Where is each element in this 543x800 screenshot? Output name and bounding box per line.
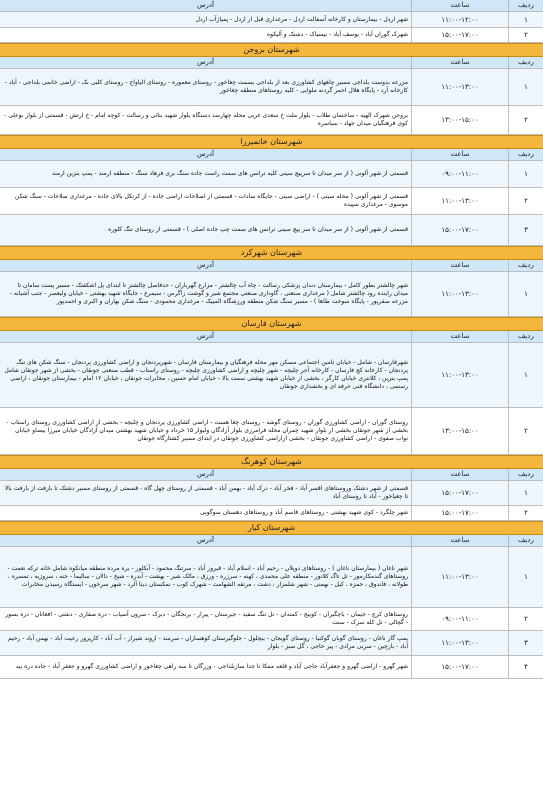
outage-time: ۰۹:۰۰-۱۱:۰۰ (411, 161, 508, 187)
outage-address: شهر چلگرد - کوی شهید بهشتی - روستاهای قاسم آباد و روستاهای دهستان سوگویی (200, 509, 408, 516)
outage-address: پمپ گاز ناغان - روستای گوبان گوکنیا - روستای گویجان - بیچلول - جلوگیرستان کوهسازان - سرمند - اروند شیراز - آب آباد - کارپرور رعیت آباد - بهمن آباد - رحیم آباد - بارچین - سرنی مرادی - پیر حاجی ، گل سبز - بلوار (7, 635, 408, 650)
row-number: ۱ (508, 272, 543, 316)
header-address: آدرس (197, 536, 214, 544)
outage-address: قسمتی از شهر دشتک وروستاهای اقسر آباد - فخر آباد - درک آباد - بهمن آباد - قسمتی از روستای چهل گاه - قسمتی از روستای مسیر دشتک تا بارفت از بارفت بالا تا چغیاخور - آباد تا روستای آباد (4, 485, 408, 500)
header-address: آدرس (197, 470, 214, 478)
outage-time: ۱۱:۰۰-۱۳:۰۰ (411, 547, 508, 607)
header-time: ساعت (411, 0, 508, 11)
table-row (0, 631, 543, 656)
outage-time: ۱۱:۰۰-۱۳:۰۰ (411, 631, 508, 655)
header-address: آدرس (197, 261, 214, 269)
table-row (0, 408, 543, 455)
header-row-number: ردیف (508, 535, 543, 546)
outage-address-cell (0, 656, 411, 678)
outage-address: شهر اردل - بیمارستان و کارخانه آسفالت اردل - مرغداری قبل از اردل - پمپاژآب اردل (195, 15, 408, 23)
row-number: ۱ (508, 481, 543, 505)
table-row (0, 656, 543, 679)
row-number: ۱ (508, 12, 543, 27)
table-header (0, 331, 543, 343)
row-number: ۱ (508, 69, 543, 105)
outage-address-cell (0, 506, 411, 520)
outage-time: ۱۵:۰۰-۱۷:۰۰ (411, 215, 508, 245)
header-time: ساعت (411, 57, 508, 68)
header-time: ساعت (411, 260, 508, 271)
row-number: ۲ (508, 188, 543, 214)
table-row (0, 28, 543, 43)
outage-time: ۱۱:۰۰-۱۳:۰۰ (411, 272, 508, 316)
table-header (0, 469, 543, 481)
outage-address-cell (0, 215, 411, 245)
outage-address-cell (0, 106, 411, 134)
outage-address: قسمتی از شهر آلونی ( از سر میدان تا سرپیچ سینی کلیه ترانس های سمت راست جاده سنگ بری فرهاد سنگ - منطقه ارمند - پمپ بنزین ارمند (51, 170, 408, 177)
county-section (0, 521, 543, 679)
row-number: ۲ (508, 408, 543, 454)
header-time: ساعت (411, 331, 508, 342)
outage-address-cell (0, 481, 411, 505)
row-number: ۲ (508, 506, 543, 520)
county-title: شهرستان فارسان (0, 317, 543, 331)
table-row (0, 188, 543, 215)
county-section (0, 455, 543, 521)
outage-time: ۱۱:۰۰-۱۲:۰۰ (411, 12, 508, 27)
header-row-number: ردیف (508, 331, 543, 342)
row-number: ۱ (508, 547, 543, 607)
county-section (0, 43, 543, 135)
outage-address-cell (0, 547, 411, 607)
table-header (0, 260, 543, 272)
header-row-number: ردیف (508, 0, 543, 11)
county-section (0, 317, 543, 455)
table-row (0, 215, 543, 246)
outage-address: روستاهای کرچ - جیمان - باچگیران - کوبیج - کمندان - تل تنگ سفید - جیرستان - پیرار - برنجگان - دیرک - سرون آسیاب - دره صفاری - دشتی - افغانان - دره بسور - گچالی - تل کله سرک - سنت (5, 611, 408, 626)
row-number: ۳ (508, 215, 543, 245)
outage-time: ۱۱:۰۰-۱۳:۰۰ (411, 188, 508, 214)
header-address: آدرس (197, 150, 214, 158)
header-row-number: ردیف (508, 57, 543, 68)
row-number: ۱ (508, 161, 543, 187)
outage-time: ۱۵:۰۰-۱۷:۰۰ (411, 481, 508, 505)
county-section (0, 135, 543, 246)
outage-address-cell (0, 69, 411, 105)
row-number: ۱ (508, 343, 543, 407)
outage-address: شهر گهرو - اراضی گهرو و جعفرآباد حاجی آباد و قلعه ممکا تا جدا سازبلداجی - وزرگان تا سه راهی چغاخور و اراضی کشاورزی گهرو و جعفر آباد - جاده دره بید (15, 663, 408, 670)
outage-address: بروجن شهرک الهیه - ساختمان طلاب - بلوار ملت خ سعدی غربی محله چهارسد دستگاه بلوار شهید بنائی و رسالت - کوچه امام - خ ارتش - قسمتی از بلوار بوعلی - کوی فرهنگیان میدان جهاد - سیاسره (4, 112, 408, 127)
outage-address-cell (0, 12, 411, 27)
header-address: آدرس (197, 58, 214, 66)
outage-address: شهر چالشتر بطور کامل - بیمارستان دندان پزشکی رسالت - چاه آب چالشتر - مزارع گهرباران - حدفاصل چالشتر تا ابتدای پل اشکفتک - مسیر پست سامان تا میدان راینده رود چالشتر شامل ( مرغداری صنعتی ، گاوداری صنعتی مجتمع شیر و گوشت زاگرس - سیمرغ - جایگاه شهید بهشتی - خیابان ولیعصر - جنب آشیانه - مزرعه صفرپور - پایگاه سوخت طاها ) - مسیر سنگ شکن منطقه ورزشگاه المپیک - مرغداری محمودی - سنگ شکن بهاران و اکبری و احمدپور (9, 282, 408, 305)
county-section (0, 0, 543, 43)
table-header (0, 149, 543, 161)
outage-time: ۱۵:۰۰-۱۷:۰۰ (411, 506, 508, 520)
outage-time: ۱۱:۰۰-۱۳:۰۰ (411, 343, 508, 407)
row-number: ۴ (508, 656, 543, 678)
table-row (0, 69, 543, 106)
table-row (0, 272, 543, 317)
outage-address-cell (0, 28, 411, 42)
outage-address-cell (0, 272, 411, 316)
row-number: ۳ (508, 631, 543, 655)
county-title: شهرستان کیار (0, 521, 543, 535)
outage-address-cell (0, 608, 411, 630)
header-time: ساعت (411, 149, 508, 160)
county-title: شهرستان خانمیرزا (0, 135, 543, 149)
county-section (0, 246, 543, 317)
outage-address: قسمتی از شهر آلونی ( محله سینی ) - اراضی سینی - جایگاه سادات - قسمتی از اصلاحات اراضی جاده - از کرتکل بالای جاده - مرغداری صلاحات - سنگ شکن موسوی - مرغداری سپیده (14, 193, 408, 208)
county-title: شهرستان کوهرنگ (0, 455, 543, 469)
header-address: آدرس (197, 332, 214, 340)
outage-address: مزرعه بدوست بلداجی مسیر چاههای کشاورزی بعد از بلداجی بسمت چغاخور - روستای معموره - روستای الیاواج - روستای کلبی بک - اراضی خانمی بلداجی - آباد - کارخانه آرد - پایگاه هلال احمر گردنه ملوایی - کلیه روستاهای منطقه چغاخور (4, 79, 408, 94)
outage-time: ۱۳:۰۰-۱۵:۰۰ (411, 408, 508, 454)
county-title: شهرستان بروجن (0, 43, 543, 57)
table-row (0, 106, 543, 135)
outage-address: شهرک گوران آباد - یوسف آباد - نیسیاک - دشتک و آلیکوه (266, 31, 408, 38)
row-number: ۲ (508, 608, 543, 630)
header-time: ساعت (411, 535, 508, 546)
outage-address-cell (0, 631, 411, 655)
header-time: ساعت (411, 469, 508, 480)
table-row (0, 481, 543, 506)
outage-time: ۱۵:۰۰-۱۷:۰۰ (411, 28, 508, 42)
row-number: ۲ (508, 106, 543, 134)
outage-time: ۱۱:۰۰-۱۳:۰۰ (411, 69, 508, 105)
table-row (0, 161, 543, 188)
table-header (0, 0, 543, 12)
header-row-number: ردیف (508, 260, 543, 271)
header-row-number: ردیف (508, 469, 543, 480)
header-row-number: ردیف (508, 149, 543, 160)
outage-address-cell (0, 161, 411, 187)
outage-time: ۱۵:۰۰-۱۷:۰۰ (411, 656, 508, 678)
row-number: ۲ (508, 28, 543, 42)
outage-address-cell (0, 343, 411, 407)
outage-address: شهرفارسان - شامل - خیابان تامین اجتماعی مسکن مهر محله فرهنگیان و بیمارستان فارسان - شهرپردنجان و اراضی کشاورزی پردنجان - سنگ شکن های تنگ پردنجان - کارخانه کچ فارسان - کارخانه آجر چلیچه - شهر چلیچه و اراضی کشاورزی چلیچه - روستای راستاب - قطب صنعتی جونقان - بخشی از شهر جونقان شامل پمپ بنزین ، کلانتری خیابان کارگر ، بخشی از خیابان شهید بهشتی سمت بالا - خیابان امام حسین ، مخابرات جونقان ، خیابان ۱۲ امام - بیمارستان جونقان ، اراضی رستمی ، دانشگاه فنی حرفه ای و بخشداری جونقان (4, 359, 408, 390)
table-row (0, 12, 543, 28)
table-row (0, 343, 543, 408)
table-header (0, 57, 543, 69)
county-title: شهرستان شهرکرد (0, 246, 543, 260)
header-address: آدرس (197, 1, 214, 9)
table-row (0, 608, 543, 631)
outage-address-cell (0, 408, 411, 454)
table-header (0, 535, 543, 547)
outage-time: ۰۹:۰۰-۱۱:۰۰ (411, 608, 508, 630)
table-row (0, 547, 543, 608)
outage-address: روستای گوران - اراضی کشاورزی گوران - روستای گوشه - روستای چغا هست - اراضی کشاورزی پردنجان و چلیچه - بخشی از اراضی کشاورزی روستای راستاب - بخشی از شهر جونقان بخشی از بلوار شهید چمران محله فرامرزی بلوار آزادگان ولیوار ۱۵ خرداد و خیابان شهید بهشتی میدان آزادگان خیابان میرزا بیضاو خیابان نواب صفوی - اراضی کشاورزی جونقان - بخشی ازاراضی کشاورزی جونقان در ابتدای مسیر کشتارگاه جونقان (6, 419, 408, 442)
table-row (0, 506, 543, 521)
outage-address: شهر ناغان ( بیمارستان ناغان ) - روستاهای دوپلان - رحیم آباد - اسلام آباد - قیروز آباد - سرتنگ محمود - آبکلور - بره مرده منطقه میانکوه شامل خانه ترکه نعمت - روستاهای گندمکارمور - تل تاگ کلانور - منطقه علی محمدی ، کهنه - سرزره - ورزق ، مالک شیر - بهشت - آبدره - شیخ - دالان - سالیما - جنه ، سروژیه ، تمسره ، طولانه ، فاندوق ، حمزه ، کیل - بهمنی - شهر شلمزار ، دشت ، مرتقه الشهامت - شهرک کوب - نمکستان دیتا آلرد - شهر سرخون - ایستگاه رسیدن مخابرات (7, 565, 408, 588)
outage-address-cell (0, 188, 411, 214)
outage-time: ۱۳:۰۰-۱۵:۰۰ (411, 106, 508, 134)
outage-address: قسمتی از شهر آلونی ( از سر میدان تا سر پیچ سینی ترانس های سمت چپ جاده اصلی ) - قسمتی از روستای تنگ کلوره (108, 226, 408, 233)
